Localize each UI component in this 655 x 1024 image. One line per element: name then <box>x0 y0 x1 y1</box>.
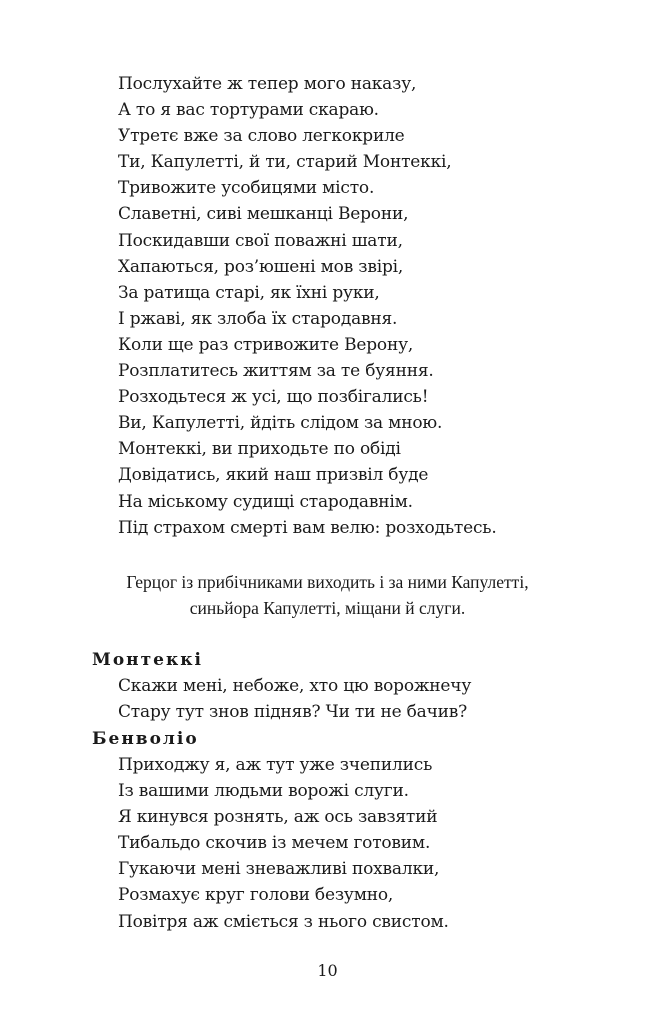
stage-direction <box>60 569 595 621</box>
stage-direction-line: Герцог із прибічниками виходить і за ними Капулетті, <box>126 572 529 592</box>
verse-line: І ржаві, як злоба їх стародавня. <box>118 308 398 329</box>
verse-line: Під страхом смерті вам велю: розходьтесь. <box>118 517 497 538</box>
verse-line: На міському судищі стародавнім. <box>118 491 413 512</box>
verse-line: Тривожите усобицями місто. <box>118 178 375 199</box>
verse-line: Скажи мені, небоже, хто цю ворожнечу <box>118 676 472 696</box>
verse-block-montague <box>118 673 618 725</box>
verse-line: Монтеккі, ви приходьте по обіді <box>118 439 401 460</box>
verse-line: Славетні, сиві мешканці Верони, <box>118 204 409 225</box>
verse-line: Розходьтеся ж усі, що позбігались! <box>118 387 429 408</box>
page-number: 10 <box>317 961 338 980</box>
verse-line: Із вашими людьми ворожі слуги. <box>118 781 409 802</box>
verse-line: Хапаються, роз’юшені мов звірі, <box>118 256 404 277</box>
stage-direction-line: синьйора Капулетті, міщани й слуги. <box>189 598 466 618</box>
verse-line: Розплатитесь життям за те буяння. <box>118 361 434 382</box>
verse-block-benvolio <box>118 752 618 935</box>
verse-line: Послухайте ж тепер мого наказу, <box>118 74 417 94</box>
verse-line: А то я вас тортурами скараю. <box>118 100 379 121</box>
speaker-name: Монтеккі <box>92 650 203 670</box>
verse-line: Довідатись, який наш призвіл буде <box>118 465 429 486</box>
verse-line: Приходжу я, аж тут уже зчепились <box>118 755 433 775</box>
verse-line: Розмахує круг голови безумно, <box>118 885 394 906</box>
verse-line: Коли ще раз стривожите Верону, <box>118 334 414 355</box>
verse-line: Тибальдо скочив із мечем готовим. <box>118 833 431 854</box>
verse-line: Поскидавши свої поважні шати, <box>118 230 403 251</box>
verse-line: Я кинувся рознять, аж ось завзятий <box>118 807 438 828</box>
verse-block-prince <box>118 71 618 541</box>
verse-line: Стару тут знов підняв? Чи ти не бачив? <box>118 702 468 723</box>
verse-line: Утретє вже за слово легкокриле <box>118 126 405 147</box>
verse-line: Ти, Капулетті, й ти, старий Монтеккі, <box>118 152 452 173</box>
verse-line: Ви, Капулетті, йдіть слідом за мною. <box>118 413 443 434</box>
verse-line: Повітря аж сміється з нього свистом. <box>118 911 449 932</box>
speaker-name: Бенволіо <box>92 729 199 749</box>
verse-line: За ратища старі, як їхні руки, <box>118 282 380 303</box>
verse-line: Гукаючи мені зневажливі похвалки, <box>118 859 440 880</box>
